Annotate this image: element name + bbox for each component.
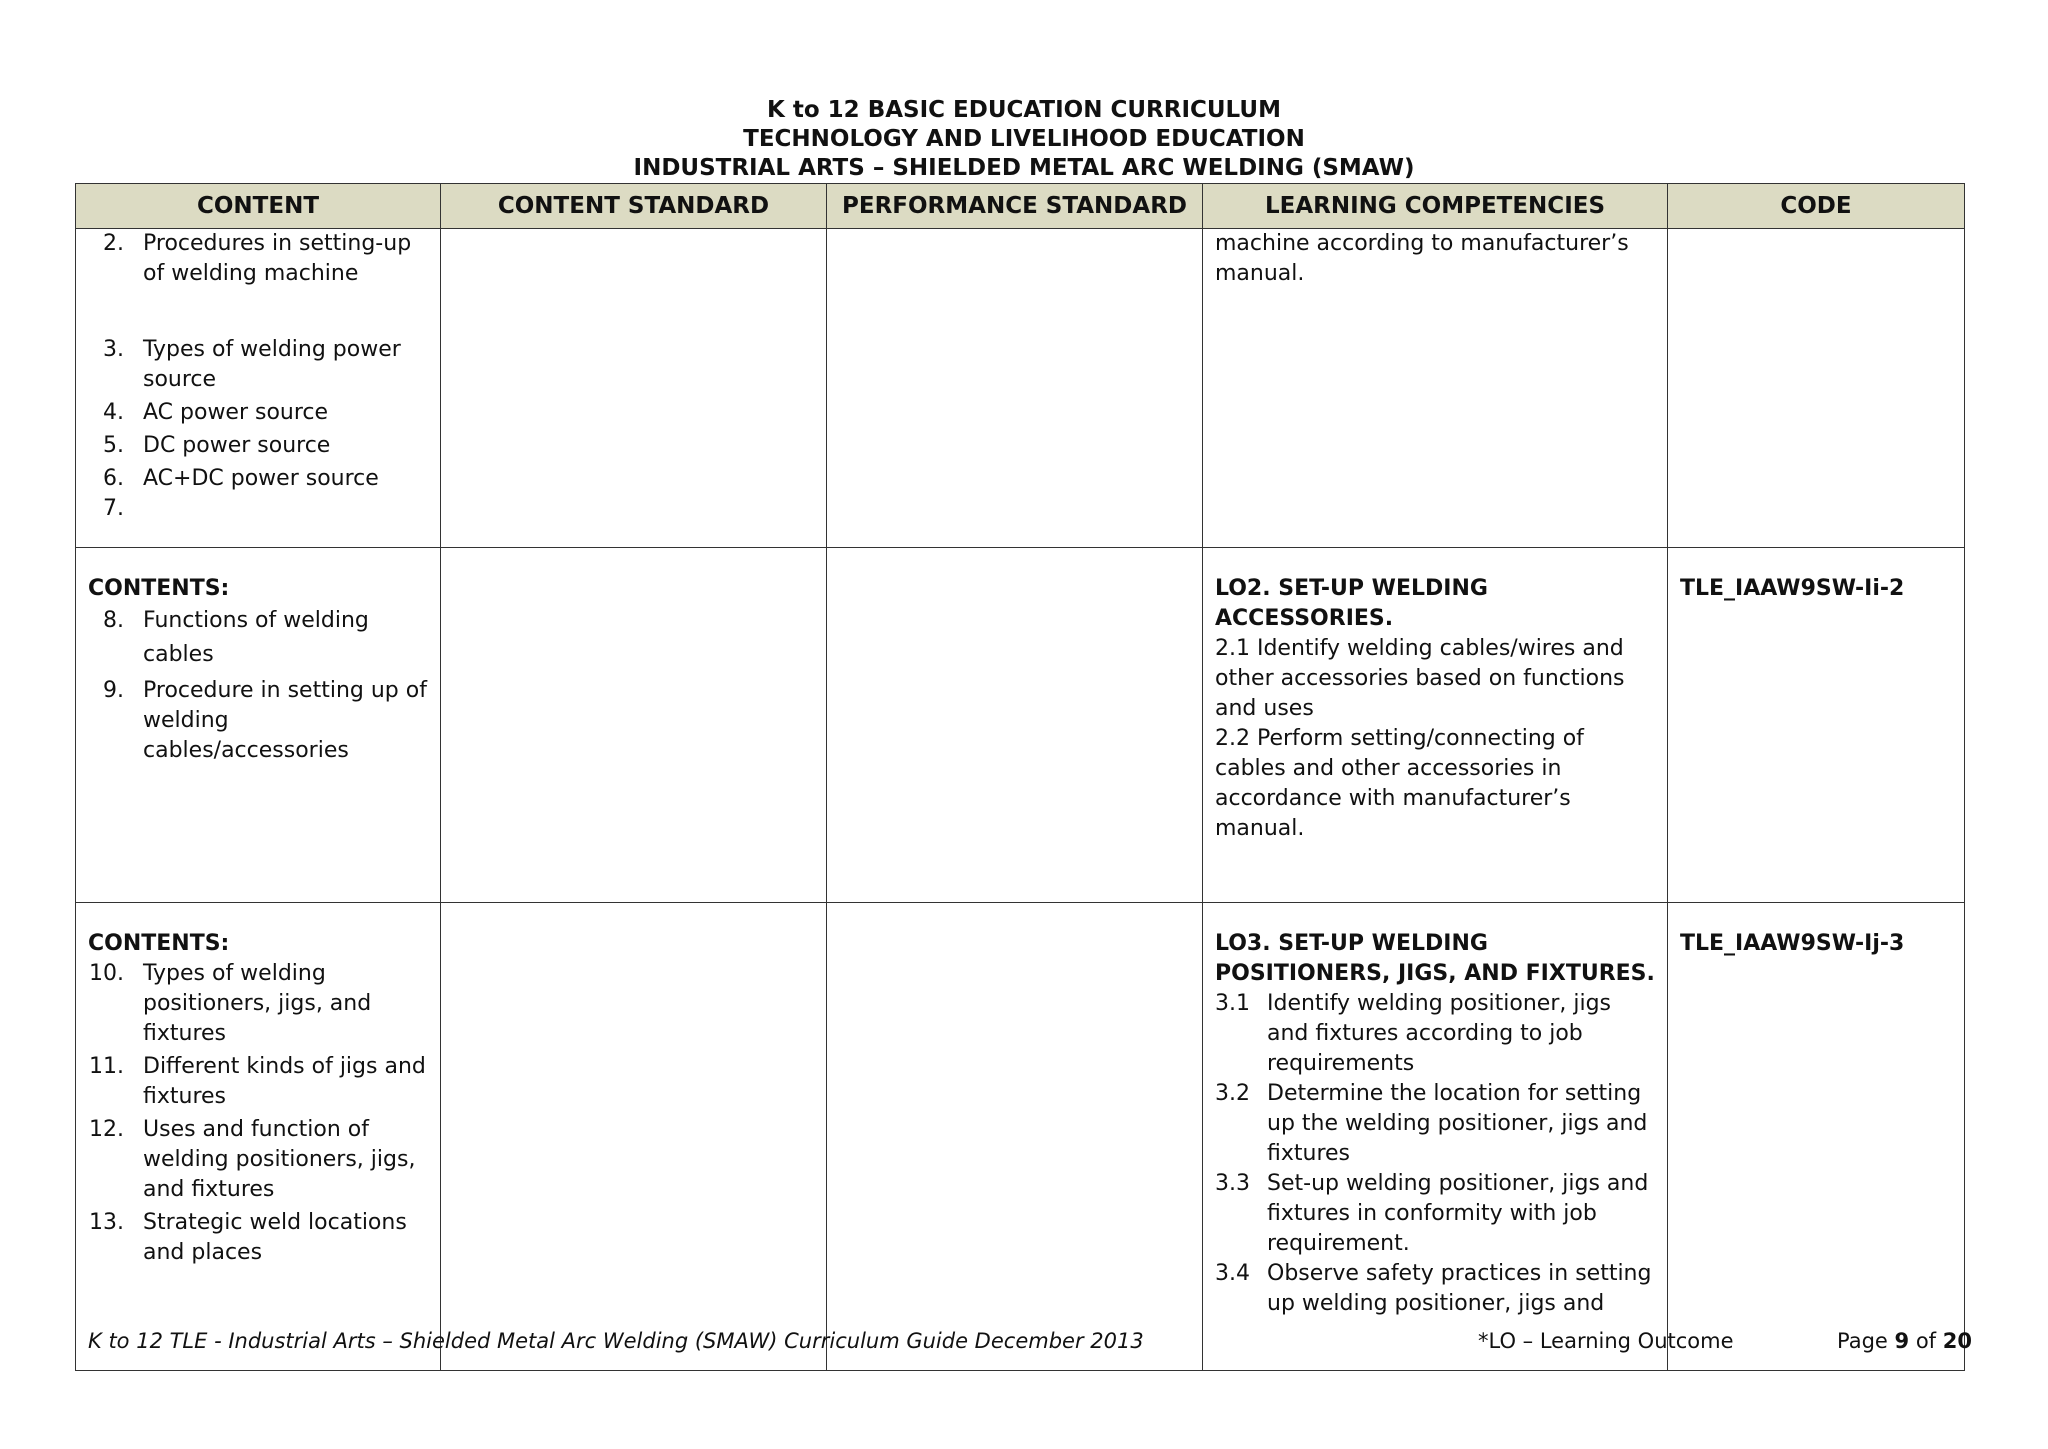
col-header-performance-standard: PERFORMANCE STANDARD: [827, 184, 1203, 229]
learning-competencies-cell: [1203, 548, 1668, 903]
content-standard-cell: [441, 903, 827, 1371]
learning-outcome-title: LO3. SET-UP WELDING POSITIONERS, JIGS, AND FIXTURES.: [1215, 931, 1655, 986]
competency-text: machine according to manufacturer’s manual.: [1215, 231, 1629, 286]
item-number: 12.: [89, 1117, 124, 1142]
content-standard-cell: [441, 229, 827, 548]
competency-item: [1215, 1079, 1655, 1169]
item-number: 8.: [103, 608, 124, 633]
competency-text: Observe safety practices in setting up welding positioner, jigs and: [1267, 1261, 1652, 1316]
competency-number: 3.1: [1215, 991, 1250, 1016]
item-text: Procedure in setting up of welding cables/accessories: [143, 678, 427, 763]
item-text: DC power source: [143, 433, 331, 458]
item-text: Types of welding positioners, jigs, and fixtures: [143, 961, 372, 1046]
list-item: [88, 229, 428, 289]
item-text: Uses and function of welding positioners, jigs, and fixtures: [143, 1117, 416, 1202]
performance-standard-cell: [827, 548, 1203, 903]
header-line-2: TECHNOLOGY AND LIVELIHOOD EDUCATION: [743, 126, 1305, 152]
competency-number: 3.3: [1215, 1171, 1250, 1196]
content-cell: [76, 229, 441, 548]
col-header-content: CONTENT: [76, 184, 441, 229]
col-header-learning-competencies: LEARNING COMPETENCIES: [1203, 184, 1668, 229]
page-number: [1837, 1328, 1972, 1354]
competency-item: 2.1 Identify welding cables/wires and other accessories based on functions and uses: [1215, 636, 1625, 721]
table-header-row: [76, 184, 1965, 229]
list-item: [88, 1052, 428, 1112]
item-number: 9.: [103, 678, 124, 703]
table-row: [76, 229, 1965, 548]
competency-text: Set-up welding positioner, jigs and fixtures in conformity with job requirement.: [1267, 1171, 1649, 1256]
list-item: [88, 431, 428, 461]
current-page: 9: [1894, 1329, 1910, 1353]
table-row: [76, 903, 1965, 1371]
performance-standard-cell: [827, 229, 1203, 548]
item-number: 6.: [103, 466, 124, 491]
list-item: [88, 959, 428, 1049]
item-text: AC power source: [143, 400, 329, 425]
contents-heading: CONTENTS:: [88, 576, 230, 601]
col-header-content-standard: CONTENT STANDARD: [441, 184, 827, 229]
item-text: Strategic weld locations and places: [143, 1210, 407, 1265]
competency-text: Identify welding positioner, jigs and fixtures according to job requirements: [1267, 991, 1612, 1076]
competency-item: [1215, 1169, 1655, 1259]
content-standard-cell: [441, 548, 827, 903]
col-header-code: CODE: [1668, 184, 1965, 229]
item-number: 13.: [89, 1210, 124, 1235]
item-text: Procedures in setting-up of welding machine: [143, 231, 412, 286]
item-text: Functions of welding cables: [143, 608, 369, 667]
total-pages: 20: [1942, 1329, 1972, 1353]
content-cell: [76, 903, 441, 1371]
list-item: [88, 335, 428, 395]
list-item: [88, 1208, 428, 1268]
content-list: [88, 604, 428, 766]
learning-competencies-cell: [1203, 229, 1668, 548]
competency-number: 3.2: [1215, 1081, 1250, 1106]
header-line-3: INDUSTRIAL ARTS – SHIELDED METAL ARC WELDING (SMAW): [633, 155, 1415, 181]
item-number: 2.: [103, 231, 124, 256]
learning-competencies-cell: [1203, 903, 1668, 1371]
performance-standard-cell: [827, 903, 1203, 1371]
list-item: [88, 676, 428, 766]
page-of: of: [1915, 1329, 1937, 1353]
item-number: 5.: [103, 433, 124, 458]
item-number: 11.: [89, 1054, 124, 1079]
item-number: 10.: [89, 961, 124, 986]
item-number: 4.: [103, 400, 124, 425]
competency-item: [1215, 989, 1655, 1079]
code-cell: [1668, 548, 1965, 903]
curriculum-table: [75, 183, 1965, 1371]
item-text: Types of welding power source: [143, 337, 401, 392]
competency-text: Determine the location for setting up the welding positioner, jigs and fixtures: [1267, 1081, 1648, 1166]
header-line-1: K to 12 BASIC EDUCATION CURRICULUM: [767, 97, 1281, 123]
competency-item: [1215, 1259, 1655, 1319]
contents-heading: CONTENTS:: [88, 931, 230, 956]
content-list: [88, 229, 428, 521]
learning-outcome-title: LO2. SET-UP WELDING ACCESSORIES.: [1215, 576, 1488, 631]
competency-code: TLE_IAAW9SW-Ii-2: [1680, 576, 1905, 601]
list-item: [88, 1115, 428, 1205]
item-number: 3.: [103, 337, 124, 362]
list-item: [88, 398, 428, 428]
item-number: 7.: [103, 496, 124, 521]
code-cell: [1668, 229, 1965, 548]
footer-lo-note: *LO – Learning Outcome: [1478, 1329, 1734, 1353]
document-header: [0, 96, 2048, 183]
content-cell: [76, 548, 441, 903]
competency-number: 3.4: [1215, 1261, 1250, 1286]
footer-guide-title: K to 12 TLE - Industrial Arts – Shielded Metal Arc Welding (SMAW) Curriculum Guide December 2013: [88, 1329, 1144, 1353]
list-item: [88, 464, 428, 494]
content-list: [88, 959, 428, 1268]
page-prefix: Page: [1836, 1329, 1888, 1353]
code-cell: [1668, 903, 1965, 1371]
item-text: AC+DC power source: [143, 466, 379, 491]
list-item: [88, 604, 428, 672]
item-text: Different kinds of jigs and fixtures: [143, 1054, 426, 1109]
table-row: [76, 548, 1965, 903]
competency-code: TLE_IAAW9SW-Ij-3: [1680, 931, 1905, 956]
competency-item: 2.2 Perform setting/connecting of cables and other accessories in accordance with manufacturer’s manual.: [1215, 726, 1584, 841]
